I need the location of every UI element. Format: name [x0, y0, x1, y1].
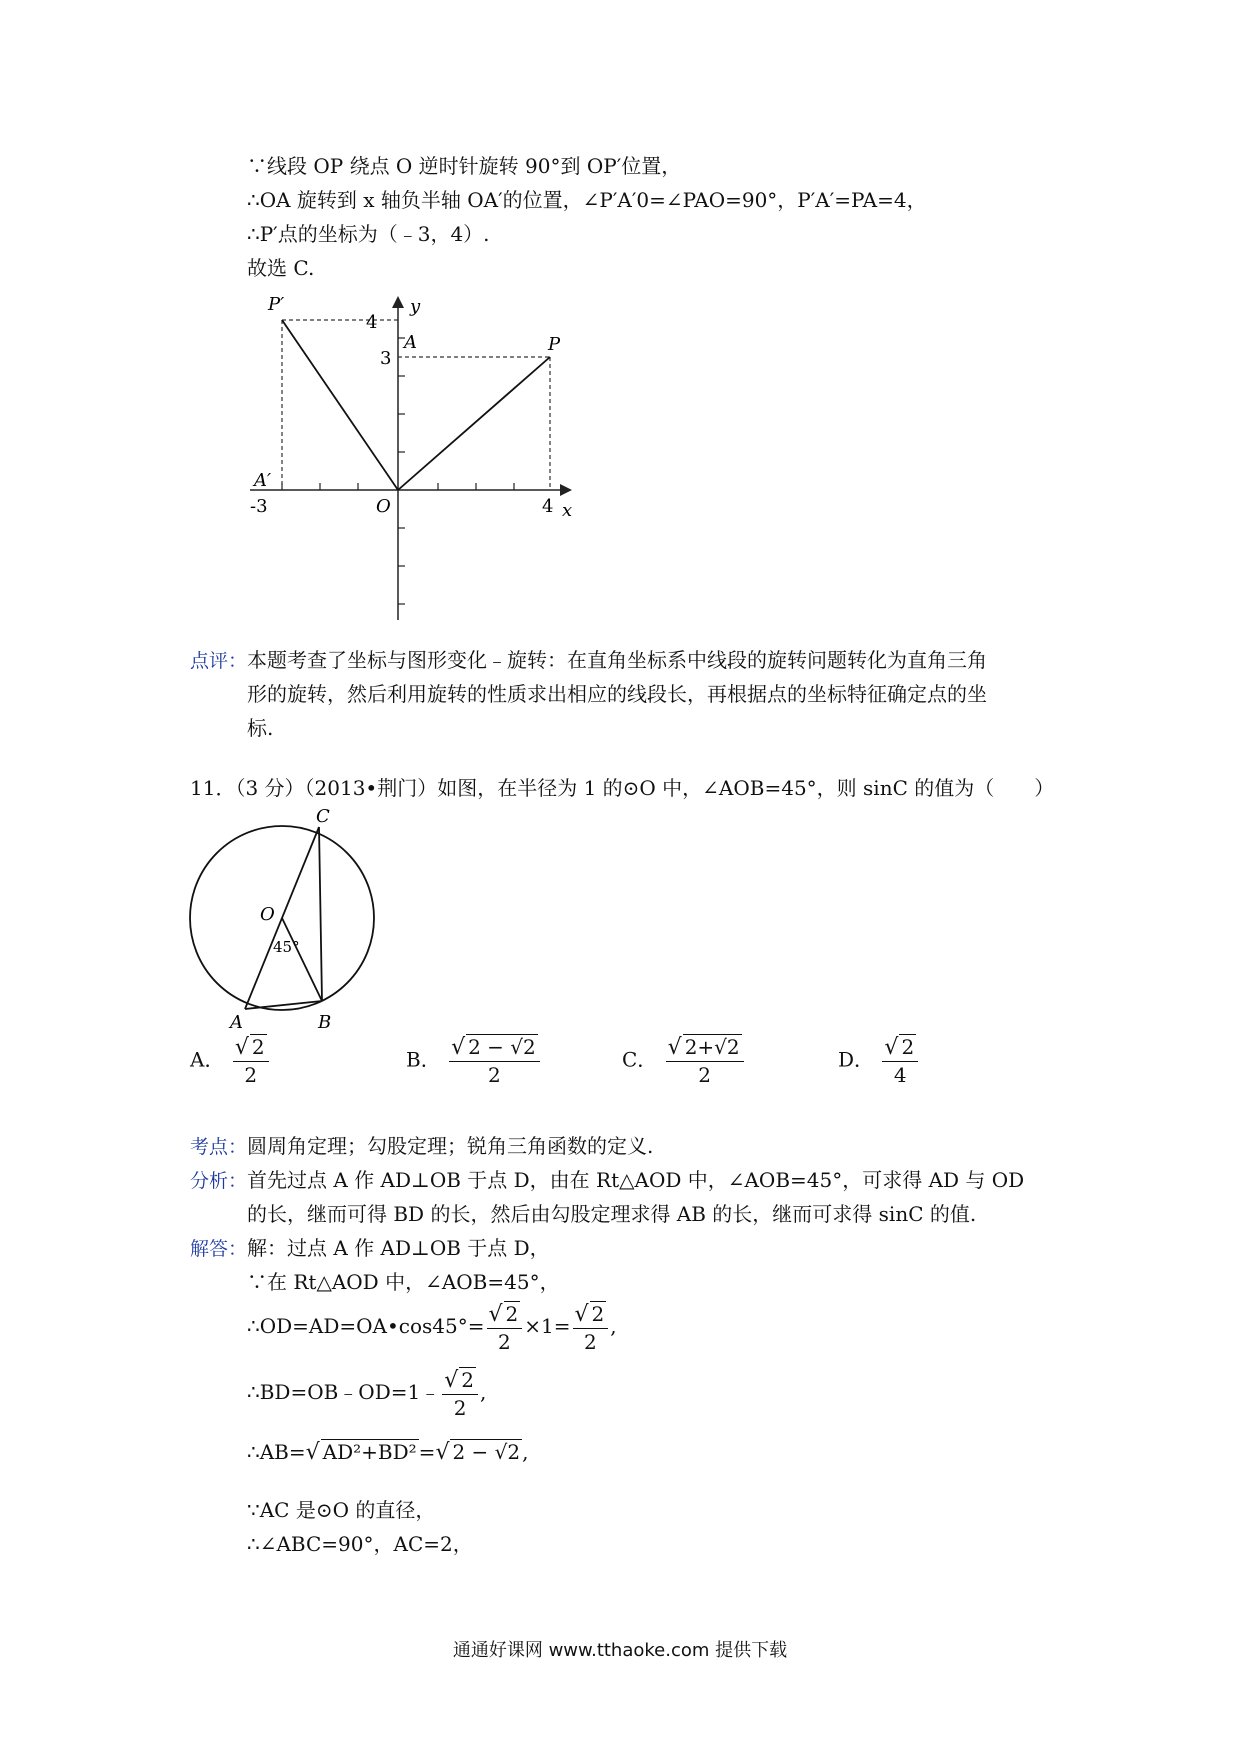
- label-a-prime: A′: [254, 470, 272, 491]
- option-c-letter: C．: [622, 1047, 658, 1072]
- step-2-n2: 2: [591, 1301, 605, 1326]
- label-a-circle: A: [230, 1012, 243, 1028]
- option-d-den: 4: [893, 1063, 907, 1087]
- step-2-tail: ,: [610, 1314, 617, 1338]
- step-4-tail: ,: [522, 1440, 529, 1464]
- option-d-num: 2: [901, 1035, 915, 1059]
- comment-line-2: 形的旋转，然后利用旋转的性质求出相应的线段长，再根据点的坐标特征确定点的坐: [247, 682, 987, 706]
- page-footer: 通通好课网 www.tthaoke.com 提供下载: [452, 1640, 788, 1661]
- step-2-d1: 2: [498, 1329, 511, 1354]
- label-o-circle: O: [260, 904, 275, 925]
- step-3-tail: ,: [480, 1380, 487, 1404]
- step-5: ∵AC 是⊙O 的直径，: [247, 1498, 436, 1522]
- step-4-lead: ∴AB=: [247, 1440, 306, 1464]
- label-p-prime: P′: [268, 294, 285, 315]
- question-11-stem: 11．（3 分）（2013•荆门）如图，在半径为 1 的⊙O 中，∠AOB=45°，则 sinC 的值为（ ）: [190, 776, 1055, 800]
- label-x: x: [562, 500, 573, 521]
- circle-figure: [180, 808, 400, 1028]
- label-b-circle: B: [318, 1012, 332, 1028]
- label-p: P: [548, 334, 561, 355]
- fenxi-tag: 分析：: [190, 1170, 248, 1192]
- comment-block: [190, 646, 987, 675]
- step-3-d: 2: [453, 1395, 467, 1420]
- option-c[interactable]: C． $\frac{√ 2+√2}{2}$: [622, 1034, 746, 1088]
- comment-tag: 点评：: [190, 650, 248, 672]
- kaodian-text: 圆周角定理；勾股定理；锐角三角函数的定义.: [247, 1134, 654, 1158]
- step-2-mid: ×1=: [524, 1314, 571, 1338]
- comment-line-1: 本题考查了坐标与图形变化﹣旋转：在直角坐标系中线段的旋转问题转化为直角三角: [247, 648, 988, 672]
- jieda-first: 解：过点 A 作 AD⊥OB 于点 D，: [247, 1236, 550, 1260]
- option-d-letter: D．: [838, 1047, 875, 1072]
- fenxi-line-1: 首先过点 A 作 AD⊥OB 于点 D，由在 Rt△AOD 中，∠AOB=45°，可求得 AD 与 OD: [247, 1168, 1025, 1192]
- step-3: ∴BD=OB﹣OD=1﹣ $\frac{√ 2}{2}$ ,: [247, 1367, 487, 1420]
- fenxi-line-2: 的长，继而可得 BD 的长，然后由勾股定理求得 AB 的长，继而可求得 sinC 的值.: [247, 1202, 977, 1226]
- label-angle-45: 45°: [273, 938, 300, 956]
- option-c-den: 2: [698, 1063, 712, 1087]
- option-d[interactable]: D． $\frac{√ 2}{4}$: [838, 1034, 920, 1088]
- rotation-figure: [240, 290, 590, 630]
- option-b-letter: B．: [406, 1047, 441, 1072]
- jieda-tag: 解答：: [190, 1238, 248, 1260]
- step-4-eq: =: [418, 1440, 436, 1464]
- step-2: ∴OD=AD=OA•cos45°= $\frac{√ 2}{2}$ ×1= $\frac{√ 2}{2}$ ,: [247, 1301, 617, 1354]
- label-tick-4x: 4: [542, 496, 554, 517]
- option-b[interactable]: B． $\frac{√ 2 - √2}{2}$: [406, 1034, 542, 1088]
- option-a[interactable]: A． $\frac{√ 2}{2}$: [190, 1034, 271, 1088]
- step-4: ∴AB=√ AD²+BD² =√ 2 − √2 ,: [247, 1440, 529, 1465]
- label-y: y: [410, 296, 421, 317]
- label-o: O: [376, 496, 391, 517]
- kaodian-block: [190, 1132, 653, 1161]
- solution-line-1: ∵线段 OP 绕点 O 逆时针旋转 90°到 OP′位置，: [247, 154, 682, 178]
- kaodian-tag: 考点：: [190, 1136, 248, 1158]
- option-b-den: 2: [488, 1063, 501, 1087]
- fenxi-block: [190, 1166, 1024, 1195]
- option-a-num: 2: [251, 1035, 265, 1059]
- solution-line-4: 故选 C.: [247, 256, 315, 280]
- step-2-n1: 2: [505, 1301, 519, 1326]
- step-6: ∴∠ABC=90°，AC=2，: [247, 1532, 473, 1556]
- option-a-den: 2: [244, 1063, 258, 1087]
- step-1: ∵在 Rt△AOD 中，∠AOB=45°，: [247, 1270, 560, 1294]
- option-c-num: 2+√2: [684, 1035, 740, 1059]
- solution-line-2: ∴OA 旋转到 x 轴负半轴 OA′的位置，∠P′A′0=∠PAO=90°，P′A′=PA=4，: [247, 188, 927, 212]
- label-c: C: [316, 808, 330, 827]
- label-tick-neg3: -3: [250, 496, 268, 517]
- step-2-d2: 2: [584, 1329, 597, 1354]
- step-3-n: 2: [461, 1367, 474, 1392]
- label-a: A: [404, 332, 417, 353]
- label-tick-4y: 4: [366, 312, 378, 333]
- comment-line-3: 标.: [247, 716, 274, 740]
- option-a-letter: A．: [190, 1047, 225, 1072]
- label-tick-3y: 3: [380, 348, 392, 369]
- step-3-lead: ∴BD=OB﹣OD=1﹣: [247, 1380, 441, 1404]
- solution-line-3: ∴P′点的坐标为（﹣3，4）.: [247, 222, 490, 246]
- step-4-r1: AD²+BD²: [322, 1440, 417, 1464]
- jieda-block: [190, 1234, 550, 1263]
- step-4-r2: 2 − √2: [452, 1440, 521, 1464]
- option-b-num: 2 − √2: [468, 1035, 536, 1059]
- step-2-lead: ∴OD=AD=OA•cos45°=: [247, 1314, 485, 1338]
